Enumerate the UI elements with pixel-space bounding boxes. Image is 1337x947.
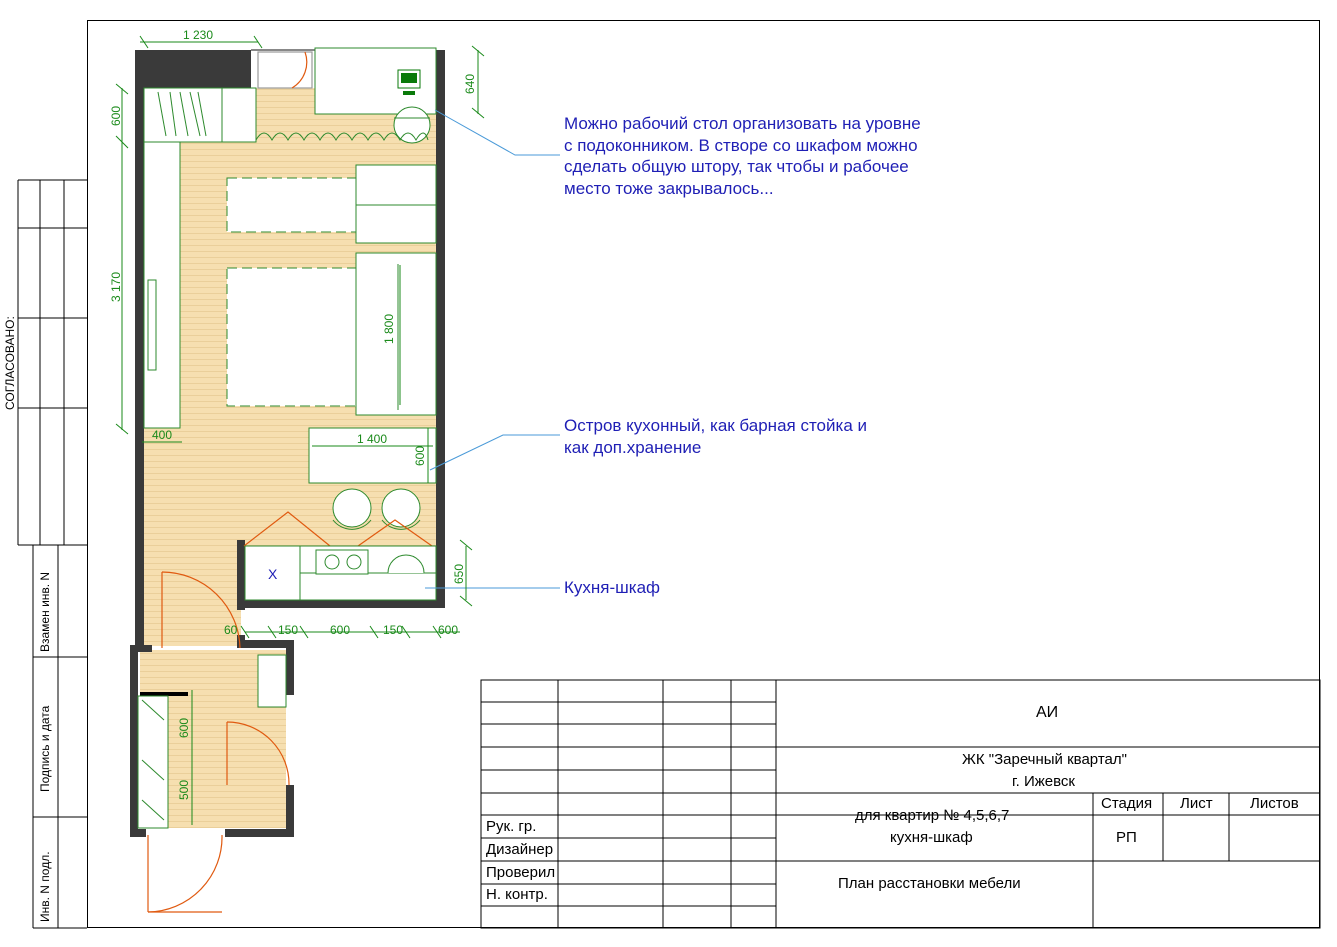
desk-note-line-2: с подоконником. В створе со шкафом можно (564, 135, 918, 155)
title-sheet-header: Лист (1180, 795, 1213, 812)
dim-run-4: 600 (438, 623, 459, 637)
title-city: г. Ижевск (1012, 773, 1075, 790)
dim-kitchen-depth: 650 (452, 563, 466, 584)
dim-top-width: 1 230 (183, 28, 214, 42)
island-note-line-1: Остров кухонный, как барная стойка и (564, 416, 867, 435)
title-sheets-header: Листов (1250, 795, 1299, 812)
title-description-2: кухня-шкаф (890, 829, 973, 846)
side-sign-date-label: Подпись и дата (38, 705, 52, 792)
dim-run-2: 600 (330, 623, 351, 637)
dim-run-3: 150 (383, 623, 404, 637)
dim-room-length: 3 170 (109, 271, 123, 302)
side-agreed-label: СОГЛАСОВАНО: (3, 316, 17, 410)
island-note-line-2: как доп.хранение (564, 437, 702, 457)
title-role-checked: Проверил (486, 864, 556, 881)
title-stage-value: РП (1116, 829, 1137, 846)
dim-hall-600: 600 (177, 717, 191, 738)
dim-wardrobe-depth: 600 (109, 105, 123, 126)
dim-wardrobe-width: 400 (152, 428, 173, 442)
side-inv-orig-label: Инв. N подл. (38, 851, 52, 922)
title-role-designer: Дизайнер (486, 841, 554, 858)
title-drawing-title: План расстановки мебели (838, 875, 1021, 892)
desk-note-line-1: Можно рабочий стол организовать на уровне (564, 114, 921, 133)
dim-desk-depth: 640 (463, 73, 477, 94)
title-complex: ЖК "Заречный квартал" (962, 751, 1127, 768)
dim-run-0: 60 (224, 623, 238, 637)
title-role-norm-control: Н. контр. (486, 886, 548, 903)
dim-hall-500: 500 (177, 779, 191, 800)
sink-mark: X (268, 566, 278, 582)
side-replaced-inv-label: Взамен инв. N (38, 571, 52, 652)
dim-run-1: 150 (278, 623, 299, 637)
title-description-1: для квартир № 4,5,6,7 (855, 807, 1010, 824)
dim-island-depth: 600 (413, 445, 427, 466)
kitchen-note: Кухня-шкаф (564, 578, 661, 597)
dim-island-width: 1 400 (357, 432, 388, 446)
title-org: АИ (1036, 704, 1059, 721)
desk-note-line-4: место тоже закрывалось... (564, 178, 774, 198)
dim-bed-length: 1 800 (382, 313, 396, 344)
title-role-lead: Рук. гр. (486, 818, 537, 835)
desk-note-line-3: сделать общую штору, так чтобы и рабочее (564, 157, 909, 176)
title-stage-header: Стадия (1101, 795, 1153, 812)
